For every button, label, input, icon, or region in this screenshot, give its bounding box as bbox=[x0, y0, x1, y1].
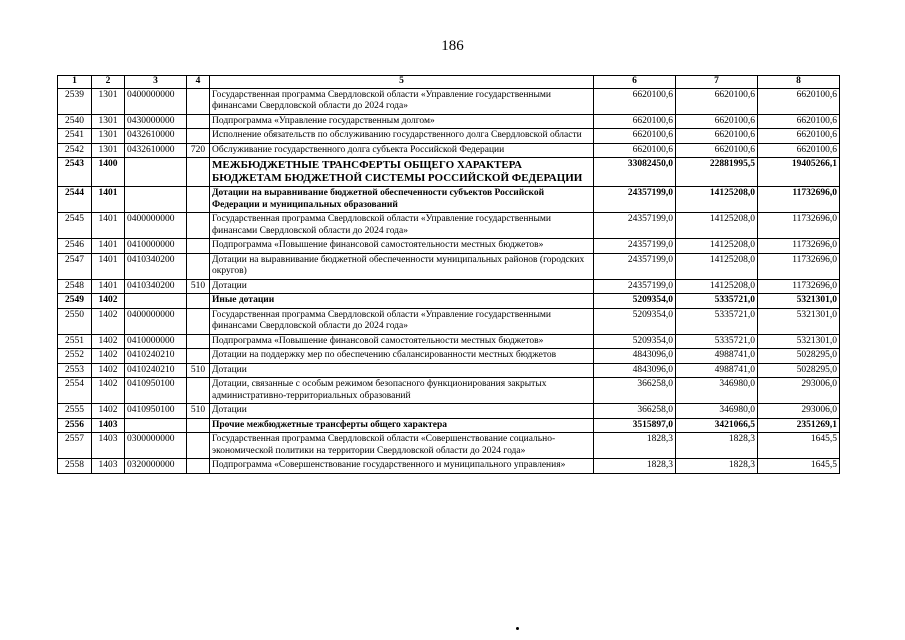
target-code-cell: 0432610000 bbox=[125, 143, 187, 158]
section-code-cell: 1400 bbox=[92, 158, 125, 187]
item-name-cell: Иные дотации bbox=[210, 294, 594, 309]
row-number-cell: 2542 bbox=[58, 143, 92, 158]
amount-year3-cell: 6620100,6 bbox=[758, 129, 840, 144]
header-cell: 3 bbox=[125, 76, 187, 89]
item-name-cell: Государственная программа Свердловской области «Управление государственными финансами Свердловской области до 2024 года» bbox=[210, 88, 594, 114]
expense-type-cell bbox=[187, 114, 210, 129]
amount-year2-cell: 14125208,0 bbox=[676, 239, 758, 254]
target-code-cell bbox=[125, 187, 187, 213]
section-code-cell: 1403 bbox=[92, 459, 125, 474]
item-name-cell: Подпрограмма «Повышение финансовой самостоятельности местных бюджетов» bbox=[210, 239, 594, 254]
expense-type-cell bbox=[187, 253, 210, 279]
amount-year2-cell: 14125208,0 bbox=[676, 187, 758, 213]
target-code-cell bbox=[125, 294, 187, 309]
amount-year1-cell: 6620100,6 bbox=[594, 114, 676, 129]
item-name-cell: Подпрограмма «Совершенствование государственного и муниципального управления» bbox=[210, 459, 594, 474]
section-code-cell: 1401 bbox=[92, 253, 125, 279]
target-code-cell: 0410000000 bbox=[125, 239, 187, 254]
item-name-cell: Подпрограмма «Управление государственным долгом» bbox=[210, 114, 594, 129]
header-cell: 5 bbox=[210, 76, 594, 89]
row-number-cell: 2545 bbox=[58, 213, 92, 239]
amount-year2-cell: 6620100,6 bbox=[676, 129, 758, 144]
header-cell: 8 bbox=[758, 76, 840, 89]
amount-year2-cell: 1828,3 bbox=[676, 459, 758, 474]
amount-year3-cell: 1645,5 bbox=[758, 459, 840, 474]
expense-type-cell bbox=[187, 213, 210, 239]
amount-year3-cell: 293006,0 bbox=[758, 378, 840, 404]
table-row bbox=[58, 459, 840, 474]
section-code-cell: 1301 bbox=[92, 114, 125, 129]
amount-year2-cell: 346980,0 bbox=[676, 404, 758, 419]
expense-type-cell bbox=[187, 187, 210, 213]
amount-year1-cell: 6620100,6 bbox=[594, 129, 676, 144]
amount-year1-cell: 24357199,0 bbox=[594, 279, 676, 294]
table-row bbox=[58, 378, 840, 404]
expense-type-cell bbox=[187, 459, 210, 474]
amount-year1-cell: 1828,3 bbox=[594, 433, 676, 459]
amount-year1-cell: 24357199,0 bbox=[594, 239, 676, 254]
amount-year1-cell: 366258,0 bbox=[594, 404, 676, 419]
section-code-cell: 1401 bbox=[92, 187, 125, 213]
item-name-cell: Прочие межбюджетные трансферты общего характера bbox=[210, 418, 594, 433]
row-number-cell: 2540 bbox=[58, 114, 92, 129]
amount-year1-cell: 5209354,0 bbox=[594, 294, 676, 309]
amount-year2-cell: 14125208,0 bbox=[676, 279, 758, 294]
table-row bbox=[58, 308, 840, 334]
target-code-cell: 0300000000 bbox=[125, 433, 187, 459]
row-number-cell: 2549 bbox=[58, 294, 92, 309]
table-row bbox=[58, 143, 840, 158]
amount-year3-cell: 1645,5 bbox=[758, 433, 840, 459]
table-row bbox=[58, 433, 840, 459]
amount-year2-cell: 6620100,6 bbox=[676, 88, 758, 114]
amount-year2-cell: 14125208,0 bbox=[676, 253, 758, 279]
amount-year2-cell: 4988741,0 bbox=[676, 349, 758, 364]
amount-year2-cell: 1828,3 bbox=[676, 433, 758, 459]
expense-type-cell bbox=[187, 378, 210, 404]
amount-year3-cell: 6620100,6 bbox=[758, 114, 840, 129]
table-row bbox=[58, 334, 840, 349]
scan-dot bbox=[516, 627, 519, 630]
amount-year1-cell: 4843096,0 bbox=[594, 349, 676, 364]
section-code-cell: 1301 bbox=[92, 88, 125, 114]
amount-year1-cell: 24357199,0 bbox=[594, 253, 676, 279]
amount-year2-cell: 4988741,0 bbox=[676, 363, 758, 378]
row-number-cell: 2551 bbox=[58, 334, 92, 349]
expense-type-cell bbox=[187, 88, 210, 114]
table-row bbox=[58, 363, 840, 378]
table-row bbox=[58, 349, 840, 364]
amount-year3-cell: 6620100,6 bbox=[758, 88, 840, 114]
item-name-cell: Дотации на выравнивание бюджетной обеспеченности муниципальных районов (городских округов) bbox=[210, 253, 594, 279]
target-code-cell: 0400000000 bbox=[125, 213, 187, 239]
target-code-cell: 0432610000 bbox=[125, 129, 187, 144]
row-number-cell: 2543 bbox=[58, 158, 92, 187]
table-row bbox=[58, 158, 840, 187]
amount-year1-cell: 33082450,0 bbox=[594, 158, 676, 187]
page-number: 186 bbox=[441, 38, 464, 54]
amount-year2-cell: 5335721,0 bbox=[676, 334, 758, 349]
target-code-cell: 0400000000 bbox=[125, 88, 187, 114]
amount-year1-cell: 24357199,0 bbox=[594, 213, 676, 239]
budget-table bbox=[57, 75, 840, 474]
expense-type-cell: 510 bbox=[187, 404, 210, 419]
section-code-cell: 1402 bbox=[92, 378, 125, 404]
target-code-cell: 0410240210 bbox=[125, 349, 187, 364]
target-code-cell bbox=[125, 418, 187, 433]
table-row bbox=[58, 213, 840, 239]
table-row bbox=[58, 239, 840, 254]
row-number-cell: 2552 bbox=[58, 349, 92, 364]
table-row bbox=[58, 404, 840, 419]
item-name-cell: Обслуживание государственного долга субъекта Российской Федерации bbox=[210, 143, 594, 158]
section-code-cell: 1402 bbox=[92, 349, 125, 364]
amount-year1-cell: 6620100,6 bbox=[594, 143, 676, 158]
row-number-cell: 2548 bbox=[58, 279, 92, 294]
section-code-cell: 1401 bbox=[92, 213, 125, 239]
header-cell: 4 bbox=[187, 76, 210, 89]
target-code-cell: 0410340200 bbox=[125, 253, 187, 279]
amount-year3-cell: 5321301,0 bbox=[758, 334, 840, 349]
amount-year1-cell: 1828,3 bbox=[594, 459, 676, 474]
amount-year3-cell: 5321301,0 bbox=[758, 294, 840, 309]
expense-type-cell bbox=[187, 308, 210, 334]
row-number-cell: 2544 bbox=[58, 187, 92, 213]
amount-year1-cell: 366258,0 bbox=[594, 378, 676, 404]
amount-year2-cell: 14125208,0 bbox=[676, 213, 758, 239]
table-body bbox=[58, 88, 840, 473]
target-code-cell bbox=[125, 158, 187, 187]
item-name-cell: Дотации bbox=[210, 279, 594, 294]
table-row bbox=[58, 88, 840, 114]
table-row bbox=[58, 187, 840, 213]
table-row bbox=[58, 294, 840, 309]
amount-year3-cell: 11732696,0 bbox=[758, 279, 840, 294]
target-code-cell: 0410240210 bbox=[125, 363, 187, 378]
item-name-cell: Дотации, связанные с особым режимом безопасного функционирования закрытых административно-территориальных образований bbox=[210, 378, 594, 404]
header-row bbox=[58, 76, 840, 89]
amount-year2-cell: 3421066,5 bbox=[676, 418, 758, 433]
item-name-cell: Дотации bbox=[210, 404, 594, 419]
target-code-cell: 0410950100 bbox=[125, 404, 187, 419]
section-code-cell: 1403 bbox=[92, 433, 125, 459]
amount-year3-cell: 293006,0 bbox=[758, 404, 840, 419]
item-name-cell: Дотации на поддержку мер по обеспечению сбалансированности местных бюджетов bbox=[210, 349, 594, 364]
amount-year2-cell: 6620100,6 bbox=[676, 143, 758, 158]
section-code-cell: 1301 bbox=[92, 129, 125, 144]
amount-year3-cell: 11732696,0 bbox=[758, 213, 840, 239]
amount-year1-cell: 4843096,0 bbox=[594, 363, 676, 378]
section-code-cell: 1402 bbox=[92, 294, 125, 309]
target-code-cell: 0410000000 bbox=[125, 334, 187, 349]
section-code-cell: 1402 bbox=[92, 363, 125, 378]
expense-type-cell bbox=[187, 418, 210, 433]
expense-type-cell: 510 bbox=[187, 279, 210, 294]
section-code-cell: 1401 bbox=[92, 279, 125, 294]
target-code-cell: 0400000000 bbox=[125, 308, 187, 334]
row-number-cell: 2556 bbox=[58, 418, 92, 433]
amount-year2-cell: 6620100,6 bbox=[676, 114, 758, 129]
expense-type-cell bbox=[187, 349, 210, 364]
expense-type-cell: 510 bbox=[187, 363, 210, 378]
section-code-cell: 1401 bbox=[92, 239, 125, 254]
amount-year2-cell: 346980,0 bbox=[676, 378, 758, 404]
amount-year3-cell: 11732696,0 bbox=[758, 253, 840, 279]
target-code-cell: 0320000000 bbox=[125, 459, 187, 474]
amount-year2-cell: 22881995,5 bbox=[676, 158, 758, 187]
amount-year3-cell: 11732696,0 bbox=[758, 239, 840, 254]
expense-type-cell bbox=[187, 158, 210, 187]
section-code-cell: 1301 bbox=[92, 143, 125, 158]
expense-type-cell bbox=[187, 239, 210, 254]
row-number-cell: 2546 bbox=[58, 239, 92, 254]
amount-year3-cell: 19405266,1 bbox=[758, 158, 840, 187]
section-code-cell: 1402 bbox=[92, 308, 125, 334]
row-number-cell: 2541 bbox=[58, 129, 92, 144]
amount-year3-cell: 5028295,0 bbox=[758, 349, 840, 364]
amount-year2-cell: 5335721,0 bbox=[676, 294, 758, 309]
amount-year2-cell: 5335721,0 bbox=[676, 308, 758, 334]
section-code-cell: 1402 bbox=[92, 404, 125, 419]
table-row bbox=[58, 114, 840, 129]
expense-type-cell bbox=[187, 129, 210, 144]
row-number-cell: 2547 bbox=[58, 253, 92, 279]
row-number-cell: 2550 bbox=[58, 308, 92, 334]
amount-year1-cell: 3515897,0 bbox=[594, 418, 676, 433]
target-code-cell: 0410340200 bbox=[125, 279, 187, 294]
expense-type-cell bbox=[187, 433, 210, 459]
header-cell: 6 bbox=[594, 76, 676, 89]
expense-type-cell bbox=[187, 294, 210, 309]
amount-year1-cell: 24357199,0 bbox=[594, 187, 676, 213]
expense-type-cell bbox=[187, 334, 210, 349]
table-row bbox=[58, 129, 840, 144]
header-cell: 2 bbox=[92, 76, 125, 89]
header-cell: 7 bbox=[676, 76, 758, 89]
section-code-cell: 1403 bbox=[92, 418, 125, 433]
row-number-cell: 2557 bbox=[58, 433, 92, 459]
amount-year3-cell: 2351269,1 bbox=[758, 418, 840, 433]
row-number-cell: 2554 bbox=[58, 378, 92, 404]
amount-year1-cell: 5209354,0 bbox=[594, 334, 676, 349]
amount-year1-cell: 5209354,0 bbox=[594, 308, 676, 334]
table-row bbox=[58, 253, 840, 279]
table-row bbox=[58, 279, 840, 294]
amount-year3-cell: 5321301,0 bbox=[758, 308, 840, 334]
item-name-cell: Дотации на выравнивание бюджетной обеспеченности субъектов Российской Федерации и муниципальных образований bbox=[210, 187, 594, 213]
item-name-cell: Дотации bbox=[210, 363, 594, 378]
amount-year3-cell: 6620100,6 bbox=[758, 143, 840, 158]
header-cell: 1 bbox=[58, 76, 92, 89]
item-name-cell: МЕЖБЮДЖЕТНЫЕ ТРАНСФЕРТЫ ОБЩЕГО ХАРАКТЕРА БЮДЖЕТАМ БЮДЖЕТНОЙ СИСТЕМЫ РОССИЙСКОЙ ФЕДЕРАЦИИ bbox=[210, 158, 594, 187]
row-number-cell: 2558 bbox=[58, 459, 92, 474]
target-code-cell: 0430000000 bbox=[125, 114, 187, 129]
row-number-cell: 2555 bbox=[58, 404, 92, 419]
item-name-cell: Подпрограмма «Повышение финансовой самостоятельности местных бюджетов» bbox=[210, 334, 594, 349]
amount-year1-cell: 6620100,6 bbox=[594, 88, 676, 114]
table-row bbox=[58, 418, 840, 433]
amount-year3-cell: 11732696,0 bbox=[758, 187, 840, 213]
row-number-cell: 2539 bbox=[58, 88, 92, 114]
row-number-cell: 2553 bbox=[58, 363, 92, 378]
item-name-cell: Государственная программа Свердловской области «Совершенствование социально-экономической политики на территории Свердловской области до 2024 года» bbox=[210, 433, 594, 459]
expense-type-cell: 720 bbox=[187, 143, 210, 158]
item-name-cell: Государственная программа Свердловской области «Управление государственными финансами Свердловской области до 2024 года» bbox=[210, 213, 594, 239]
section-code-cell: 1402 bbox=[92, 334, 125, 349]
target-code-cell: 0410950100 bbox=[125, 378, 187, 404]
item-name-cell: Исполнение обязательств по обслуживанию государственного долга Свердловской области bbox=[210, 129, 594, 144]
item-name-cell: Государственная программа Свердловской области «Управление государственными финансами Свердловской области до 2024 года» bbox=[210, 308, 594, 334]
amount-year3-cell: 5028295,0 bbox=[758, 363, 840, 378]
